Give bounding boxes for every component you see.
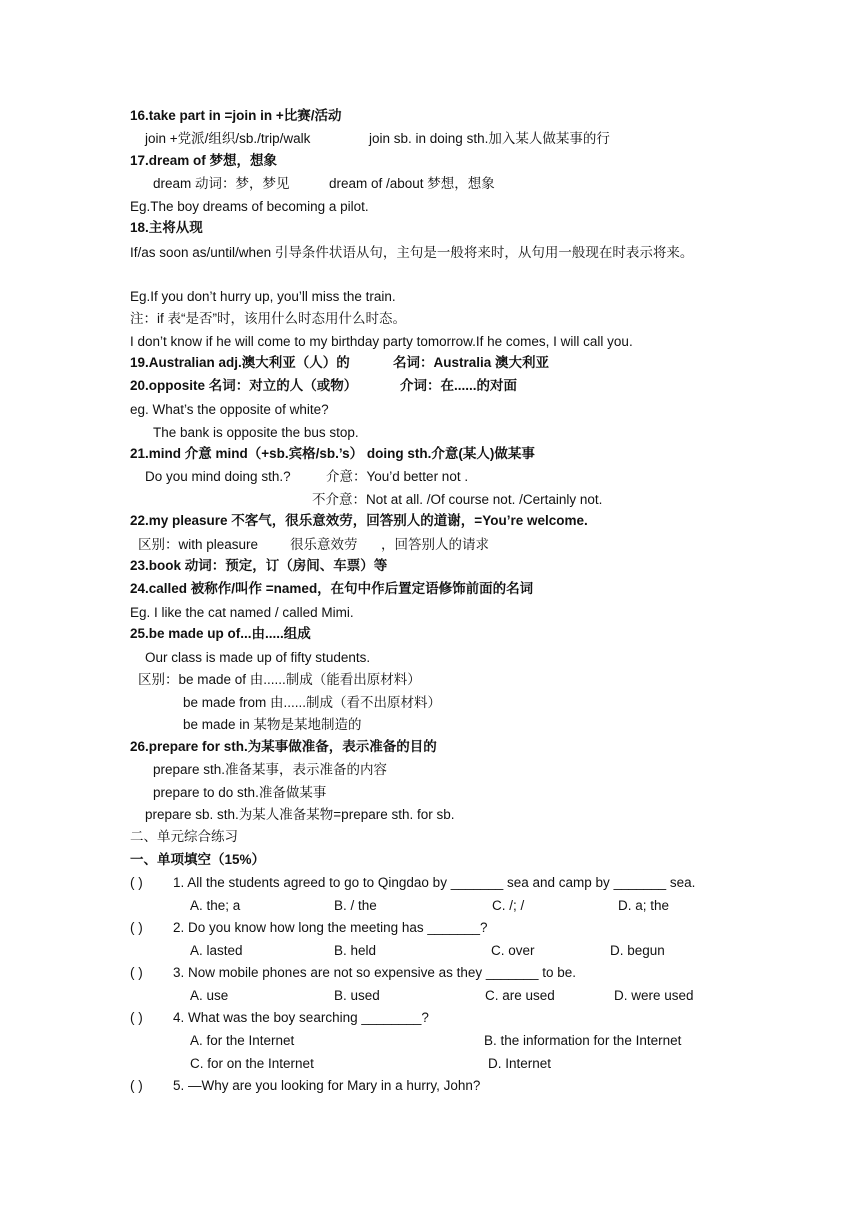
question-3-bracket: ( ) (130, 965, 143, 980)
item-20-example: eg. What’s the opposite of white? (130, 402, 329, 417)
item-24-example: Eg. I like the cat named / called Mimi. (130, 605, 354, 620)
item-20-prep: 介词：在......的对面 (400, 378, 518, 393)
item-17-example: Eg.The boy dreams of becoming a pilot. (130, 199, 369, 214)
question-3-stem: 3. Now mobile phones are not so expensive as they _______ to be. (173, 965, 577, 980)
item-22-diff-usage: ，回答别人的请求 (381, 537, 489, 552)
item-21-mind-reply: 介意：You’d better not . (326, 469, 469, 484)
question-5-bracket: ( ) (130, 1078, 143, 1093)
item-17-note-b: dream of /about 梦想，想象 (329, 176, 495, 191)
item-25-diff-c: be made in 某物是某地制造的 (183, 717, 362, 732)
question-4-option-d: D. Internet (488, 1056, 552, 1071)
item-16-heading: 16.take part in =join in +比赛/活动 (130, 108, 342, 123)
question-4-option-b: B. the information for the Internet (484, 1033, 682, 1048)
item-24-heading: 24.called 被称作/叫作 =named，在句中作后置定语修饰前面的名词 (130, 581, 534, 596)
item-25-diff-b: be made from 由......制成（看不出原材料） (183, 695, 442, 710)
item-26-note-b: prepare to do sth.准备做某事 (153, 785, 327, 800)
item-21-question: Do you mind doing sth.? (145, 469, 291, 484)
item-22-diff-meaning: 很乐意效劳 (290, 537, 358, 552)
question-1-option-a: A. the; a (190, 898, 241, 913)
question-2-option-b: B. held (334, 943, 377, 958)
item-25-heading: 25.be made up of...由.....组成 (130, 626, 311, 641)
question-2-bracket: ( ) (130, 920, 143, 935)
item-18-heading: 18.主将从现 (130, 220, 203, 235)
item-18-note: 注：if 表“是否”时，该用什么时态用什么时态。 (130, 311, 406, 326)
question-4-bracket: ( ) (130, 1010, 143, 1025)
question-3-option-d: D. were used (614, 988, 694, 1003)
question-2-option-a: A. lasted (190, 943, 243, 958)
item-23-heading: 23.book 动词：预定，订（房间、车票）等 (130, 558, 388, 573)
question-1-stem: 1. All the students agreed to go to Qingdao by _______ sea and camp by _______ sea. (173, 875, 696, 890)
question-1-option-d: D. a; the (618, 898, 670, 913)
item-22-diff: 区别：with pleasure (138, 537, 259, 552)
item-18-explanation: If/as soon as/until/when 引导条件状语从句，主句是一般将来时，从句用一般现在时表示将来。 (130, 245, 694, 260)
item-26-note-c: prepare sb. sth.为某人准备某物=prepare sth. for sb. (145, 807, 455, 822)
item-18-example: Eg.If you don’t hurry up, you’ll miss the train. (130, 289, 396, 304)
question-1-bracket: ( ) (130, 875, 143, 890)
question-2-option-c: C. over (491, 943, 535, 958)
item-26-note-a: prepare sth.准备某事，表示准备的内容 (153, 762, 388, 777)
question-3-option-a: A. use (190, 988, 229, 1003)
item-25-example: Our class is made up of fifty students. (145, 650, 371, 665)
item-16-note-b: join sb. in doing sth.加入某人做某事的行 (369, 131, 610, 146)
question-3-option-b: B. used (334, 988, 380, 1003)
item-21-heading: 21.mind 介意 mind（+sb.宾格/sb.’s） doing sth.介意(某人)做某事 (130, 446, 535, 461)
question-3-option-c: C. are used (485, 988, 555, 1003)
question-1-option-b: B. / the (334, 898, 377, 913)
item-26-heading: 26.prepare for sth.为某事做准备，表示准备的目的 (130, 739, 437, 754)
question-4-option-a: A. for the Internet (190, 1033, 295, 1048)
item-18-example-2: I don’t know if he will come to my birthday party tomorrow.If he comes, I will call you. (130, 334, 633, 349)
question-2-stem: 2. Do you know how long the meeting has _______? (173, 920, 488, 935)
item-25-diff-a: 区别：be made of 由......制成（能看出原材料） (138, 672, 421, 687)
item-17-heading: 17.dream of 梦想，想象 (130, 153, 278, 168)
item-17-note-a: dream 动词：梦，梦见 (153, 176, 290, 191)
item-19-noun: 名词：Australia 澳大利亚 (393, 355, 550, 370)
question-5-stem: 5. —Why are you looking for Mary in a hurry, John? (173, 1078, 481, 1093)
section-title-single-choice: 一、单项填空（15%） (130, 852, 266, 867)
question-4-option-c: C. for on the Internet (190, 1056, 314, 1071)
item-22-heading: 22.my pleasure 不客气，很乐意效劳，回答别人的道谢，=You’re welcome. (130, 513, 588, 528)
question-4-stem: 4. What was the boy searching ________? (173, 1010, 429, 1025)
item-19-heading: 19.Australian adj.澳大利亚（人）的 (130, 355, 350, 370)
item-20-heading: 20.opposite 名词：对立的人（或物） (130, 378, 358, 393)
item-20-example-2: The bank is opposite the bus stop. (153, 425, 359, 440)
item-21-not-mind-reply: 不介意：Not at all. /Of course not. /Certainly not. (312, 492, 603, 507)
question-2-option-d: D. begun (610, 943, 665, 958)
item-16-note-a: join +党派/组织/sb./trip/walk (145, 131, 311, 146)
section-title-exercises: 二、单元综合练习 (130, 829, 238, 844)
question-1-option-c: C. /; / (492, 898, 525, 913)
